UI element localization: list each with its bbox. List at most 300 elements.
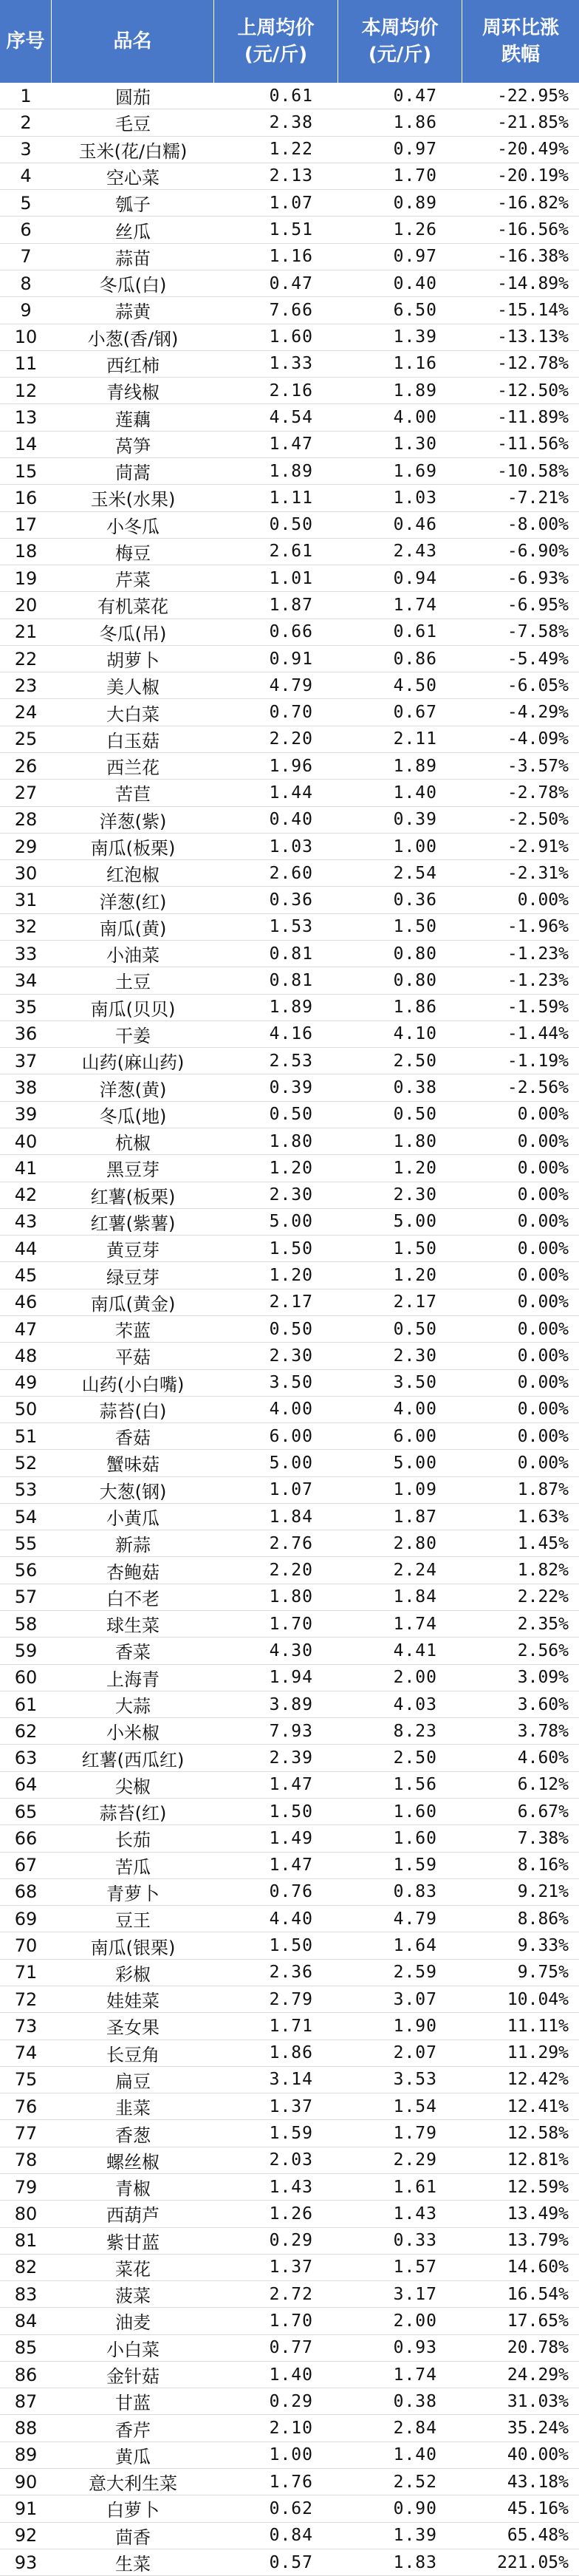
row-last-week-price: 0.39 xyxy=(269,1078,313,1098)
table-row xyxy=(0,351,579,378)
row-this-week-price: 0.86 xyxy=(393,649,437,669)
table-row xyxy=(0,404,579,431)
row-last-week-price: 1.50 xyxy=(269,1936,313,1956)
table-row xyxy=(0,2013,579,2040)
row-last-week-price: 1.47 xyxy=(269,1775,313,1795)
row-this-week-price: 1.56 xyxy=(393,1775,437,1795)
row-name: 西兰花 xyxy=(106,757,160,779)
table-row xyxy=(0,1262,579,1289)
table-row xyxy=(0,1343,579,1369)
row-index: 70 xyxy=(14,1935,38,1957)
row-week-change: 0.00% xyxy=(517,1319,569,1339)
table-row xyxy=(0,539,579,565)
row-this-week-price: 1.39 xyxy=(393,327,437,347)
row-this-week-price: 2.43 xyxy=(393,542,437,562)
table-row xyxy=(0,1584,579,1611)
row-this-week-price: 2.54 xyxy=(393,863,437,883)
row-name: 红薯(紫薯) xyxy=(90,1213,176,1234)
row-name: 山药(小白嘴) xyxy=(81,1374,185,1395)
row-index: 44 xyxy=(14,1238,38,1259)
row-this-week-price: 0.90 xyxy=(393,2498,437,2518)
row-week-change: -6.05% xyxy=(507,675,569,695)
row-this-week-price: 2.24 xyxy=(393,1561,437,1581)
row-index: 3 xyxy=(20,139,32,160)
row-week-change: 45.16% xyxy=(507,2498,569,2518)
row-this-week-price: 1.40 xyxy=(393,2445,437,2465)
row-index: 30 xyxy=(14,862,38,884)
row-this-week-price: 5.00 xyxy=(393,1212,437,1232)
row-index: 87 xyxy=(14,2391,38,2412)
row-last-week-price: 2.16 xyxy=(269,381,313,401)
table-row xyxy=(0,1932,579,1959)
row-name: 娃娃菜 xyxy=(106,1991,160,2012)
row-name: 甘蓝 xyxy=(115,2393,151,2414)
row-name: 芹菜 xyxy=(115,570,151,591)
row-last-week-price: 1.33 xyxy=(269,354,313,374)
row-week-change: 35.24% xyxy=(507,2419,569,2439)
row-name: 上海青 xyxy=(106,1669,160,1690)
row-last-week-price: 7.66 xyxy=(269,300,313,320)
row-index: 72 xyxy=(14,1989,38,2010)
row-week-change: 12.59% xyxy=(507,2177,569,2197)
header-index: 序号 xyxy=(0,0,52,83)
table-row xyxy=(0,1423,579,1450)
row-this-week-price: 2.00 xyxy=(393,2311,437,2331)
row-last-week-price: 4.16 xyxy=(269,1024,313,1044)
row-index: 31 xyxy=(14,890,38,911)
row-week-change: 0.00% xyxy=(517,1158,569,1178)
row-index: 65 xyxy=(14,1801,38,1822)
row-name: 苦瓜 xyxy=(115,1856,151,1878)
row-this-week-price: 1.16 xyxy=(393,354,437,374)
row-last-week-price: 1.80 xyxy=(269,1587,313,1607)
row-week-change: 3.60% xyxy=(517,1694,569,1714)
row-this-week-price: 0.47 xyxy=(393,86,437,106)
table-row xyxy=(0,1557,579,1584)
row-last-week-price: 2.20 xyxy=(269,729,313,749)
row-name: 扁豆 xyxy=(115,2071,151,2092)
row-week-change: -2.50% xyxy=(507,810,569,830)
row-this-week-price: 1.00 xyxy=(393,836,437,856)
row-name: 青线椒 xyxy=(106,382,160,403)
row-this-week-price: 1.59 xyxy=(393,1856,437,1875)
row-last-week-price: 1.03 xyxy=(269,836,313,856)
row-index: 90 xyxy=(14,2471,38,2492)
row-week-change: 43.18% xyxy=(507,2472,569,2492)
row-this-week-price: 0.80 xyxy=(393,970,437,990)
row-name: 青椒 xyxy=(115,2178,151,2200)
row-last-week-price: 7.93 xyxy=(269,1721,313,1741)
row-week-change: 3.09% xyxy=(517,1668,569,1688)
row-name: 玉米(花/白糯) xyxy=(78,140,188,162)
row-index: 54 xyxy=(14,1506,38,1527)
table-row xyxy=(0,1048,579,1074)
row-last-week-price: 4.79 xyxy=(269,675,313,695)
row-last-week-price: 1.16 xyxy=(269,247,313,267)
row-this-week-price: 4.41 xyxy=(393,1640,437,1660)
row-week-change: 13.49% xyxy=(507,2204,569,2224)
row-last-week-price: 1.51 xyxy=(269,220,313,240)
row-this-week-price: 0.39 xyxy=(393,810,437,830)
row-this-week-price: 8.23 xyxy=(393,1721,437,1741)
row-last-week-price: 1.96 xyxy=(269,756,313,776)
table-row xyxy=(0,1504,579,1530)
table-row xyxy=(0,83,579,109)
row-week-change: 0.00% xyxy=(517,1266,569,1286)
table-row xyxy=(0,1021,579,1048)
table-row xyxy=(0,2067,579,2093)
row-name: 小黄瓜 xyxy=(106,1508,160,1530)
table-row xyxy=(0,432,579,458)
row-name: 黄瓜 xyxy=(115,2446,151,2467)
row-week-change: -1.23% xyxy=(507,970,569,990)
row-week-change: 40.00% xyxy=(507,2445,569,2465)
row-last-week-price: 1.89 xyxy=(269,461,313,481)
row-this-week-price: 0.50 xyxy=(393,1319,437,1339)
row-index: 82 xyxy=(14,2257,38,2278)
row-index: 60 xyxy=(14,1667,38,1689)
row-last-week-price: 1.76 xyxy=(269,2472,313,2492)
row-index: 1 xyxy=(20,85,32,106)
row-week-change: 2.35% xyxy=(517,1614,569,1634)
row-name: 干姜 xyxy=(115,1025,151,1046)
row-name: 香葱 xyxy=(115,2124,151,2146)
row-index: 2 xyxy=(20,112,32,133)
table-row xyxy=(0,1745,579,1771)
row-last-week-price: 0.81 xyxy=(269,944,313,964)
row-this-week-price: 1.50 xyxy=(393,917,437,937)
row-name: 圣女果 xyxy=(106,2017,160,2039)
row-week-change: -12.50% xyxy=(497,381,569,401)
row-index: 8 xyxy=(20,273,32,294)
row-index: 37 xyxy=(14,1050,38,1071)
row-last-week-price: 2.39 xyxy=(269,1748,313,1768)
row-last-week-price: 0.70 xyxy=(269,703,313,723)
row-name: 莴笋 xyxy=(115,435,151,457)
row-last-week-price: 1.60 xyxy=(269,327,313,347)
table-row xyxy=(0,2362,579,2388)
row-last-week-price: 1.70 xyxy=(269,2311,313,2331)
row-this-week-price: 1.79 xyxy=(393,2124,437,2144)
table-row xyxy=(0,1477,579,1504)
row-this-week-price: 0.33 xyxy=(393,2231,437,2251)
row-name: 南瓜(贝贝) xyxy=(90,998,176,1020)
header-last-week-price: 上周均价 (元/斤) xyxy=(214,0,338,83)
row-this-week-price: 4.00 xyxy=(393,408,437,428)
row-index: 26 xyxy=(14,755,38,777)
row-name: 意大利生菜 xyxy=(89,2473,177,2495)
row-last-week-price: 2.17 xyxy=(269,1292,313,1312)
row-this-week-price: 1.74 xyxy=(393,2365,437,2385)
row-this-week-price: 6.00 xyxy=(393,1426,437,1446)
row-this-week-price: 0.50 xyxy=(393,1105,437,1125)
row-this-week-price: 2.29 xyxy=(393,2150,437,2170)
row-name: 冬瓜(地) xyxy=(99,1105,167,1127)
row-name: 大白菜 xyxy=(106,703,160,725)
row-index: 25 xyxy=(14,729,38,750)
row-last-week-price: 0.50 xyxy=(269,1319,313,1339)
table-row xyxy=(0,485,579,511)
table-row xyxy=(0,619,579,646)
row-last-week-price: 0.29 xyxy=(269,2391,313,2411)
row-last-week-price: 1.37 xyxy=(269,2258,313,2277)
row-week-change: 0.00% xyxy=(517,1131,569,1151)
row-this-week-price: 2.59 xyxy=(393,1963,437,1983)
header-this-week-price: 本周均价 (元/斤) xyxy=(338,0,462,83)
table-row xyxy=(0,217,579,243)
row-week-change: 2.22% xyxy=(517,1587,569,1607)
row-index: 34 xyxy=(14,970,38,991)
table-row xyxy=(0,2469,579,2495)
row-week-change: -8.00% xyxy=(507,515,569,535)
row-name: 圆茄 xyxy=(115,87,151,109)
table-row xyxy=(0,1960,579,1986)
row-this-week-price: 6.50 xyxy=(393,300,437,320)
row-last-week-price: 0.81 xyxy=(269,970,313,990)
row-name: 青萝卜 xyxy=(106,1883,160,1904)
row-this-week-price: 0.40 xyxy=(393,273,437,293)
row-name: 大葱(钢) xyxy=(99,1481,167,1502)
row-week-change: -4.09% xyxy=(507,729,569,749)
row-index: 5 xyxy=(20,192,32,214)
row-week-change: -16.38% xyxy=(497,247,569,267)
row-index: 48 xyxy=(14,1345,38,1366)
row-week-change: -20.49% xyxy=(497,140,569,160)
row-index: 32 xyxy=(14,916,38,938)
table-row xyxy=(0,1316,579,1343)
row-index: 76 xyxy=(14,2096,38,2117)
row-week-change: 0.00% xyxy=(517,890,569,910)
row-week-change: 0.00% xyxy=(517,1238,569,1258)
row-last-week-price: 1.37 xyxy=(269,2096,313,2116)
row-index: 17 xyxy=(14,514,38,536)
row-last-week-price: 2.10 xyxy=(269,2419,313,2439)
row-name: 茼蒿 xyxy=(115,463,151,484)
row-this-week-price: 1.89 xyxy=(393,381,437,401)
row-name: 西葫芦 xyxy=(106,2205,160,2226)
row-name: 蒜黄 xyxy=(115,301,151,323)
row-index: 39 xyxy=(14,1104,38,1125)
row-name: 新蒜 xyxy=(115,1535,151,1556)
row-last-week-price: 1.59 xyxy=(269,2124,313,2144)
header-week-change: 周环比涨 跌幅 xyxy=(482,17,559,66)
table-row xyxy=(0,780,579,806)
row-index: 51 xyxy=(14,1425,38,1447)
row-name: 菠菜 xyxy=(115,2286,151,2307)
row-index: 78 xyxy=(14,2150,38,2171)
table-row xyxy=(0,244,579,270)
row-last-week-price: 2.61 xyxy=(269,542,313,562)
table-row xyxy=(0,270,579,297)
row-name: 玉米(水果) xyxy=(90,489,176,511)
table-row xyxy=(0,2335,579,2362)
row-last-week-price: 2.53 xyxy=(269,1051,313,1071)
table-row xyxy=(0,726,579,753)
row-this-week-price: 1.69 xyxy=(393,461,437,481)
row-name: 蟹味菇 xyxy=(106,1454,160,1476)
row-this-week-price: 1.57 xyxy=(393,2258,437,2277)
row-this-week-price: 3.50 xyxy=(393,1373,437,1393)
table-row xyxy=(0,2388,579,2415)
row-week-change: 8.86% xyxy=(517,1909,569,1929)
row-this-week-price: 1.74 xyxy=(393,1614,437,1634)
row-index: 61 xyxy=(14,1694,38,1715)
row-last-week-price: 1.22 xyxy=(269,140,313,160)
row-last-week-price: 2.30 xyxy=(269,1185,313,1205)
row-last-week-price: 0.84 xyxy=(269,2526,313,2546)
row-index: 67 xyxy=(14,1855,38,1876)
table-row xyxy=(0,378,579,404)
row-week-change: -13.13% xyxy=(497,327,569,347)
row-last-week-price: 1.07 xyxy=(269,193,313,213)
row-week-change: 12.81% xyxy=(507,2150,569,2170)
row-name: 瓠子 xyxy=(115,194,151,216)
row-index: 73 xyxy=(14,2015,38,2037)
table-row xyxy=(0,137,579,163)
row-this-week-price: 0.36 xyxy=(393,890,437,910)
row-week-change: -7.58% xyxy=(507,622,569,642)
row-last-week-price: 0.47 xyxy=(269,273,313,293)
row-week-change: 31.03% xyxy=(507,2391,569,2411)
row-index: 10 xyxy=(14,327,38,348)
row-last-week-price: 3.89 xyxy=(269,1694,313,1714)
table-row xyxy=(0,2549,579,2576)
row-name: 茴香 xyxy=(115,2526,151,2548)
row-index: 64 xyxy=(14,1774,38,1796)
row-week-change: -6.93% xyxy=(507,568,569,588)
row-index: 21 xyxy=(14,621,38,643)
table-row xyxy=(0,1799,579,1825)
row-last-week-price: 6.00 xyxy=(269,1426,313,1446)
table-row xyxy=(0,2201,579,2227)
row-index: 18 xyxy=(14,541,38,562)
row-week-change: -5.49% xyxy=(507,649,569,669)
table-row xyxy=(0,1665,579,1691)
row-name: 绿豆芽 xyxy=(106,1267,160,1288)
row-week-change: 17.65% xyxy=(507,2311,569,2331)
row-index: 9 xyxy=(20,299,32,321)
table-row xyxy=(0,1128,579,1155)
row-index: 88 xyxy=(14,2418,38,2439)
row-week-change: 0.00% xyxy=(517,1426,569,1446)
row-index: 74 xyxy=(14,2042,38,2064)
table-row xyxy=(0,2523,579,2549)
row-this-week-price: 4.50 xyxy=(393,675,437,695)
row-this-week-price: 2.07 xyxy=(393,2043,437,2063)
row-last-week-price: 1.53 xyxy=(269,917,313,937)
row-index: 29 xyxy=(14,836,38,857)
row-last-week-price: 1.40 xyxy=(269,2365,313,2385)
row-this-week-price: 1.40 xyxy=(393,783,437,803)
table-row xyxy=(0,565,579,592)
row-this-week-price: 3.07 xyxy=(393,1989,437,2009)
row-this-week-price: 2.50 xyxy=(393,1748,437,1768)
table-row xyxy=(0,1879,579,1906)
row-index: 46 xyxy=(14,1292,38,1313)
row-index: 11 xyxy=(14,353,38,375)
row-index: 80 xyxy=(14,2203,38,2224)
row-name: 香菜 xyxy=(115,1642,151,1663)
row-last-week-price: 0.57 xyxy=(269,2552,313,2572)
row-index: 55 xyxy=(14,1533,38,1554)
table-row xyxy=(0,1450,579,1476)
row-week-change: 65.48% xyxy=(507,2526,569,2546)
row-week-change: 6.67% xyxy=(517,1802,569,1822)
row-index: 4 xyxy=(20,166,32,187)
row-name: 香芹 xyxy=(115,2419,151,2441)
row-this-week-price: 1.39 xyxy=(393,2526,437,2546)
row-this-week-price: 1.60 xyxy=(393,1802,437,1822)
table-row xyxy=(0,914,579,941)
row-this-week-price: 3.17 xyxy=(393,2284,437,2304)
row-week-change: -15.14% xyxy=(497,300,569,320)
table-row xyxy=(0,1986,579,2013)
row-name: 冬瓜(吊) xyxy=(99,623,167,644)
row-name: 豆王 xyxy=(115,1910,151,1932)
row-week-change: -2.78% xyxy=(507,783,569,803)
row-name: 菜花 xyxy=(115,2258,151,2280)
row-index: 47 xyxy=(14,1318,38,1340)
row-week-change: -11.89% xyxy=(497,408,569,428)
header-name: 品名 xyxy=(52,0,214,83)
row-week-change: 16.54% xyxy=(507,2284,569,2304)
row-name: 山药(麻山药) xyxy=(81,1052,185,1074)
row-week-change: -1.44% xyxy=(507,1024,569,1044)
row-week-change: 7.38% xyxy=(517,1828,569,1848)
row-index: 66 xyxy=(14,1827,38,1849)
row-index: 59 xyxy=(14,1640,38,1661)
row-last-week-price: 1.50 xyxy=(269,1238,313,1258)
row-last-week-price: 3.14 xyxy=(269,2070,313,2090)
row-last-week-price: 2.30 xyxy=(269,1346,313,1366)
row-name: 长茄 xyxy=(115,1830,151,1851)
row-last-week-price: 2.79 xyxy=(269,1989,313,2009)
table-row xyxy=(0,324,579,351)
row-week-change: 11.11% xyxy=(507,2016,569,2036)
table-row xyxy=(0,2495,579,2522)
row-index: 42 xyxy=(14,1185,38,1206)
row-index: 49 xyxy=(14,1372,38,1394)
row-last-week-price: 0.66 xyxy=(269,622,313,642)
row-week-change: 0.00% xyxy=(517,1373,569,1393)
row-week-change: -2.91% xyxy=(507,836,569,856)
row-name: 西红柿 xyxy=(106,355,160,376)
table-row xyxy=(0,967,579,994)
table-row xyxy=(0,1853,579,1879)
table-row xyxy=(0,1772,579,1799)
row-last-week-price: 1.47 xyxy=(269,435,313,454)
table-row xyxy=(0,2415,579,2442)
row-this-week-price: 0.83 xyxy=(393,1882,437,1902)
row-week-change: -2.31% xyxy=(507,863,569,883)
table-row xyxy=(0,834,579,860)
row-last-week-price: 1.44 xyxy=(269,783,313,803)
row-index: 71 xyxy=(14,1962,38,1983)
row-index: 36 xyxy=(14,1023,38,1045)
row-week-change: 11.29% xyxy=(507,2043,569,2063)
table-row xyxy=(0,1102,579,1128)
row-last-week-price: 4.30 xyxy=(269,1640,313,1660)
row-name: 长豆角 xyxy=(106,2044,160,2065)
table-row xyxy=(0,1236,579,1262)
row-this-week-price: 4.03 xyxy=(393,1694,437,1714)
row-name: 小冬瓜 xyxy=(106,516,160,537)
row-last-week-price: 1.80 xyxy=(269,1131,313,1151)
row-index: 41 xyxy=(14,1157,38,1179)
row-this-week-price: 1.54 xyxy=(393,2096,437,2116)
row-this-week-price: 0.97 xyxy=(393,140,437,160)
row-this-week-price: 4.00 xyxy=(393,1400,437,1420)
